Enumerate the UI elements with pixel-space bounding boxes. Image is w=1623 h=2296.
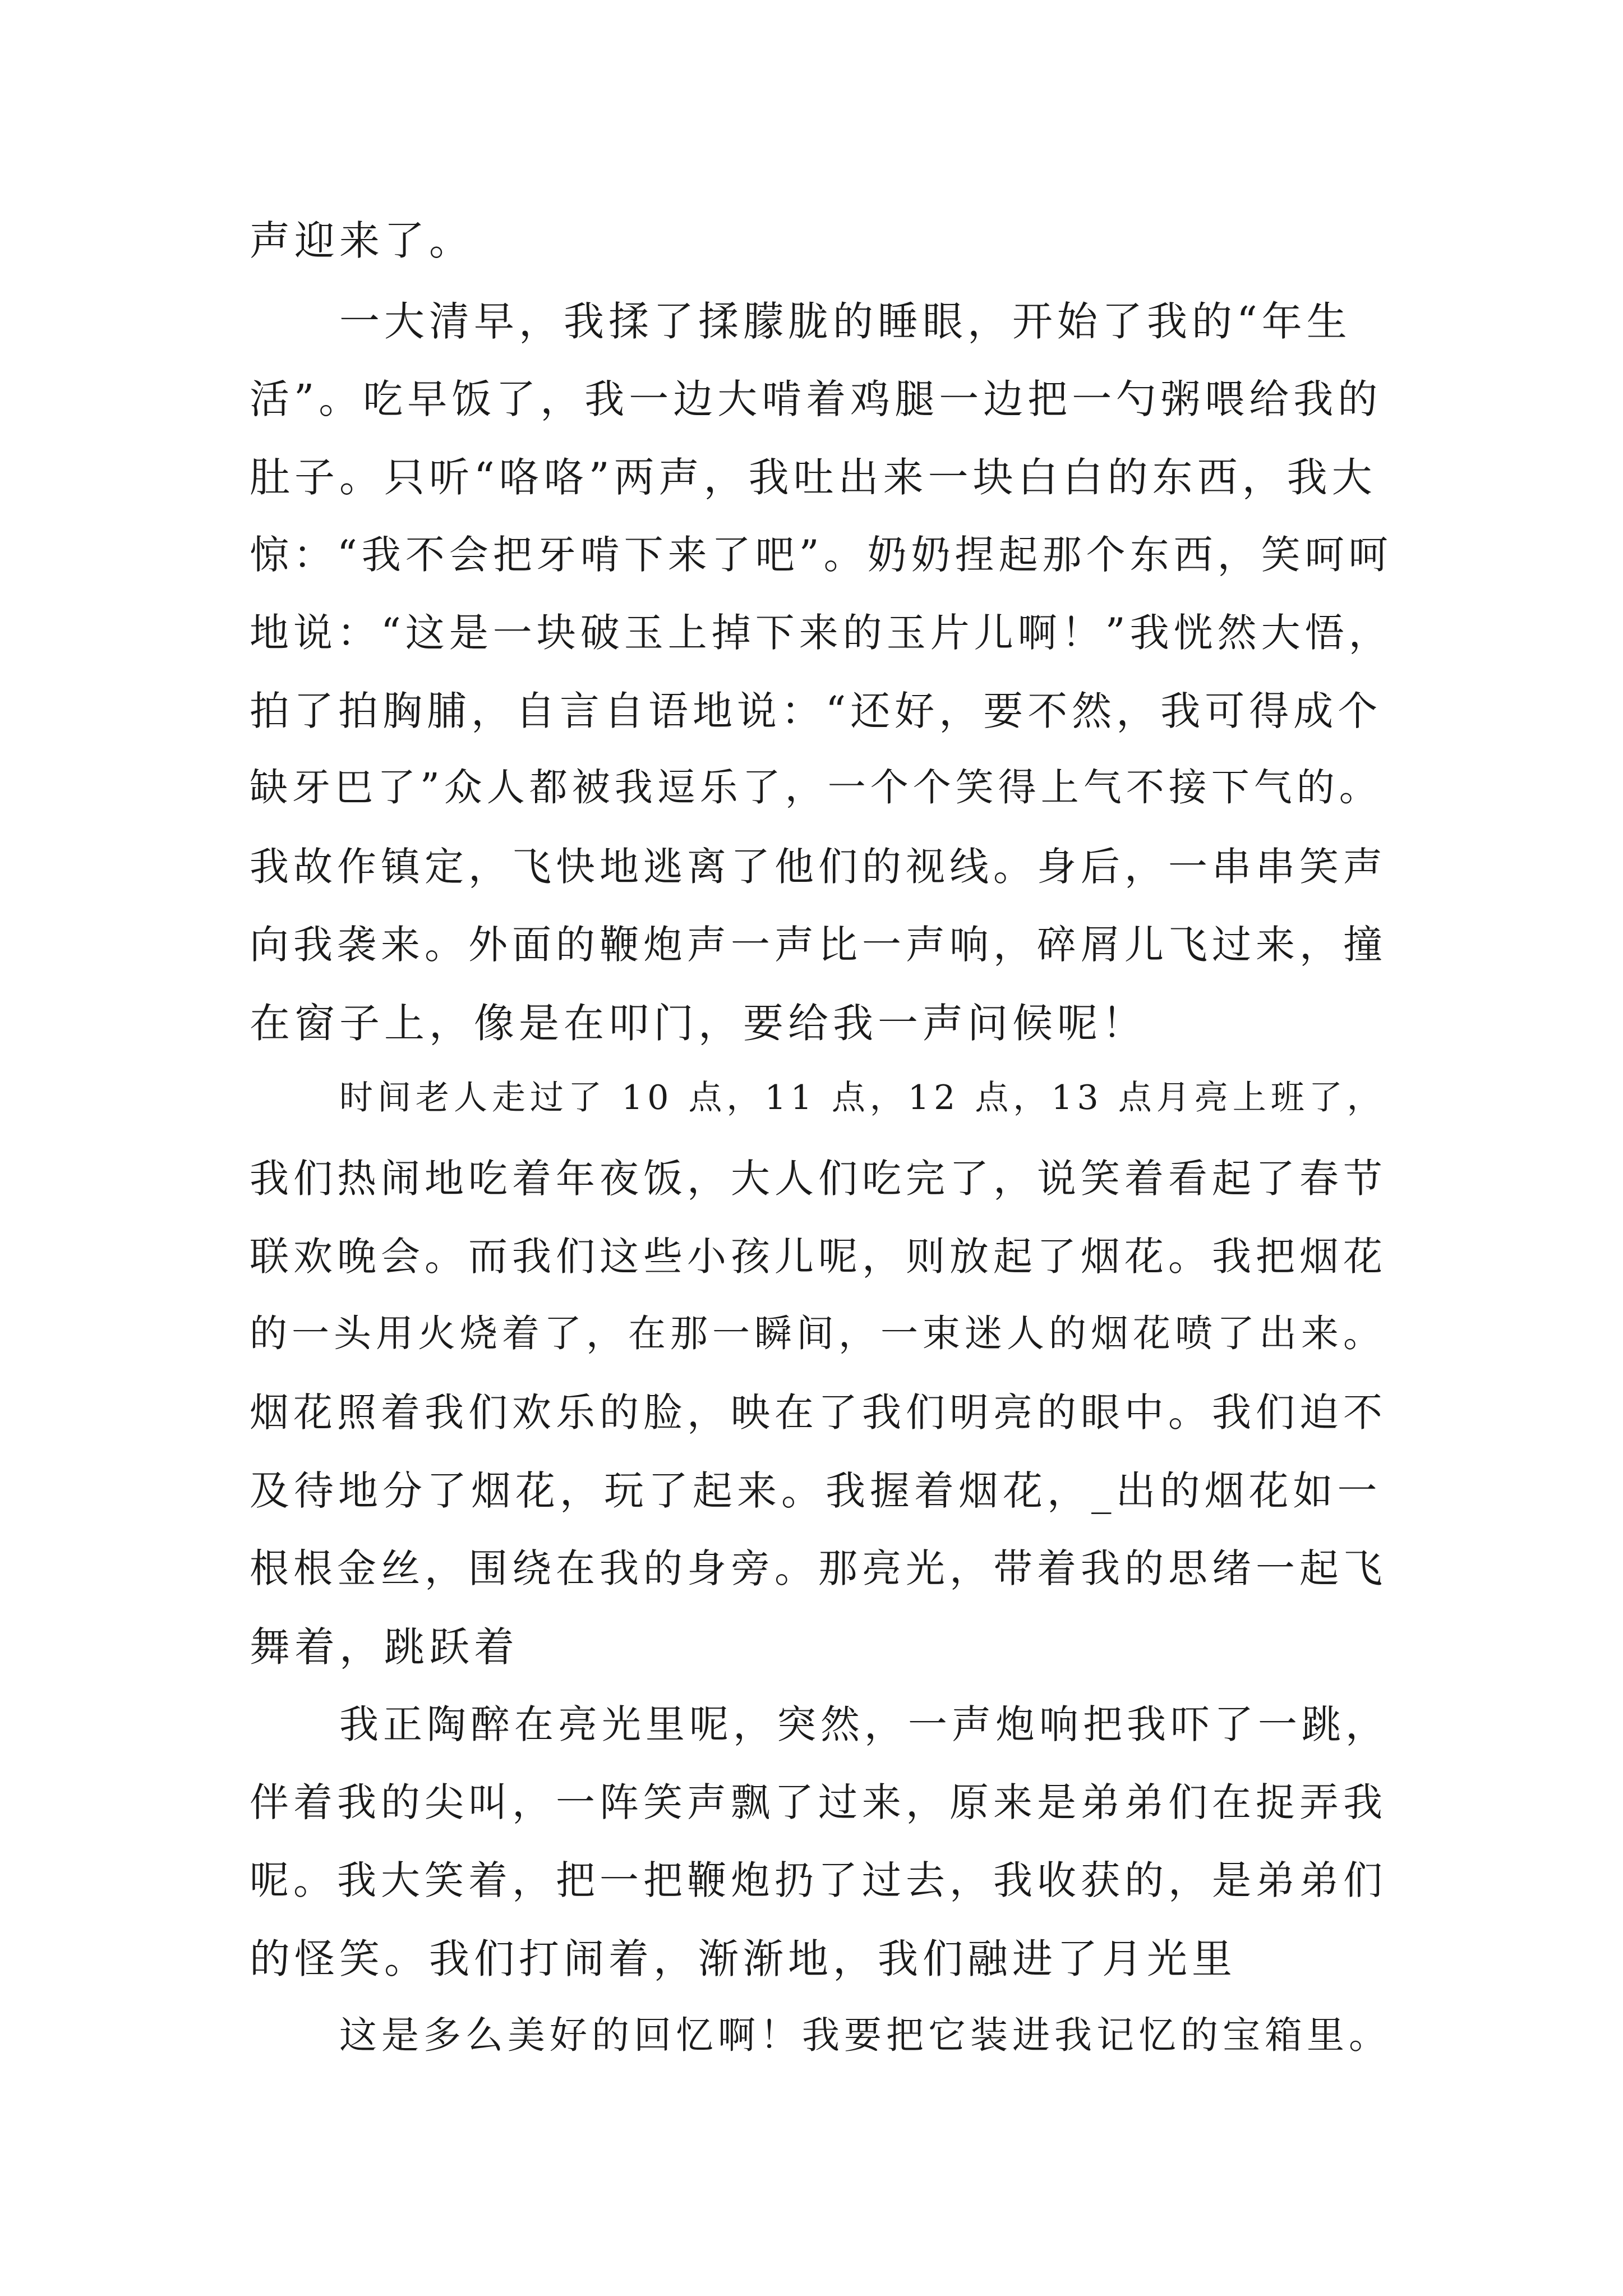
text-line: 根根金丝，围绕在我的身旁。那亮光，带着我的思绪一起飞 xyxy=(250,1545,1387,1591)
text-line: 烟花照着我们欢乐的脸，映在了我们明亮的眼中。我们迫不 xyxy=(250,1389,1387,1435)
text-line: 呢。我大笑着，把一把鞭炮扔了过去，我收获的，是弟弟们 xyxy=(250,1857,1387,1903)
text-line: 拍了拍胸脯，自言自语地说：“还好，要不然，我可得成个 xyxy=(250,688,1382,734)
text-line: 及待地分了烟花，玩了起来。我握着烟花，_出的烟花如一 xyxy=(250,1467,1382,1514)
paragraph-first-line: 一大清早，我揉了揉朦胧的睡眼，开始了我的“年生 xyxy=(339,298,1352,345)
text-line: 缺牙巴了”众人都被我逗乐了，一个个笑得上气不接下气的。 xyxy=(250,766,1382,810)
text-line: 舞着，跳跃着 xyxy=(250,1623,519,1671)
text-line: 地说：“这是一块破玉上掉下来的玉片儿啊！”我恍然大悟， xyxy=(250,610,1393,656)
text-line: 肚子。只听“咯咯”两声，我吐出来一块白白的东西，我大 xyxy=(250,454,1377,501)
text-line: 伴着我的尖叫，一阵笑声飘了过来，原来是弟弟们在捉弄我 xyxy=(250,1779,1387,1825)
paragraph-first-line: 时间老人走过了 10 点，11 点，12 点，13 点月亮上班了， xyxy=(339,1078,1385,1117)
text-line: 我故作镇定，飞快地逃离了他们的视线。身后，一串串笑声 xyxy=(250,844,1387,890)
text-line: 惊：“我不会把牙啃下来了吧”。奶奶捏起那个东西，笑呵呵 xyxy=(250,532,1393,578)
text-line: 在窗子上，像是在叩门，要给我一声问候呢！ xyxy=(250,1000,1147,1047)
text-line: 联欢晚会。而我们这些小孩儿呢，则放起了烟花。我把烟花 xyxy=(250,1234,1387,1280)
paragraph-first-line: 这是多么美好的回忆啊！我要把它装进我记忆的宝箱里。 xyxy=(339,2013,1391,2057)
paragraph-first-line: 我正陶醉在亮光里呢，突然，一声炮响把我吓了一跳， xyxy=(339,1701,1389,1747)
text-line: 向我袭来。外面的鞭炮声一声比一声响，碎屑儿飞过来，撞 xyxy=(250,922,1387,968)
text-line: 声迎来了。 xyxy=(250,217,474,264)
text-line: 的一头用火烧着了，在那一瞬间，一束迷人的烟花喷了出来。 xyxy=(250,1312,1385,1355)
text-line: 活”。吃早饭了，我一边大啃着鸡腿一边把一勺粥喂给我的 xyxy=(250,376,1382,422)
text-line: 我们热闹地吃着年夜饭，大人们吃完了，说笑着看起了春节 xyxy=(250,1156,1387,1202)
text-line: 的怪笑。我们打闹着，渐渐地，我们融进了月光里 xyxy=(250,1935,1237,1982)
